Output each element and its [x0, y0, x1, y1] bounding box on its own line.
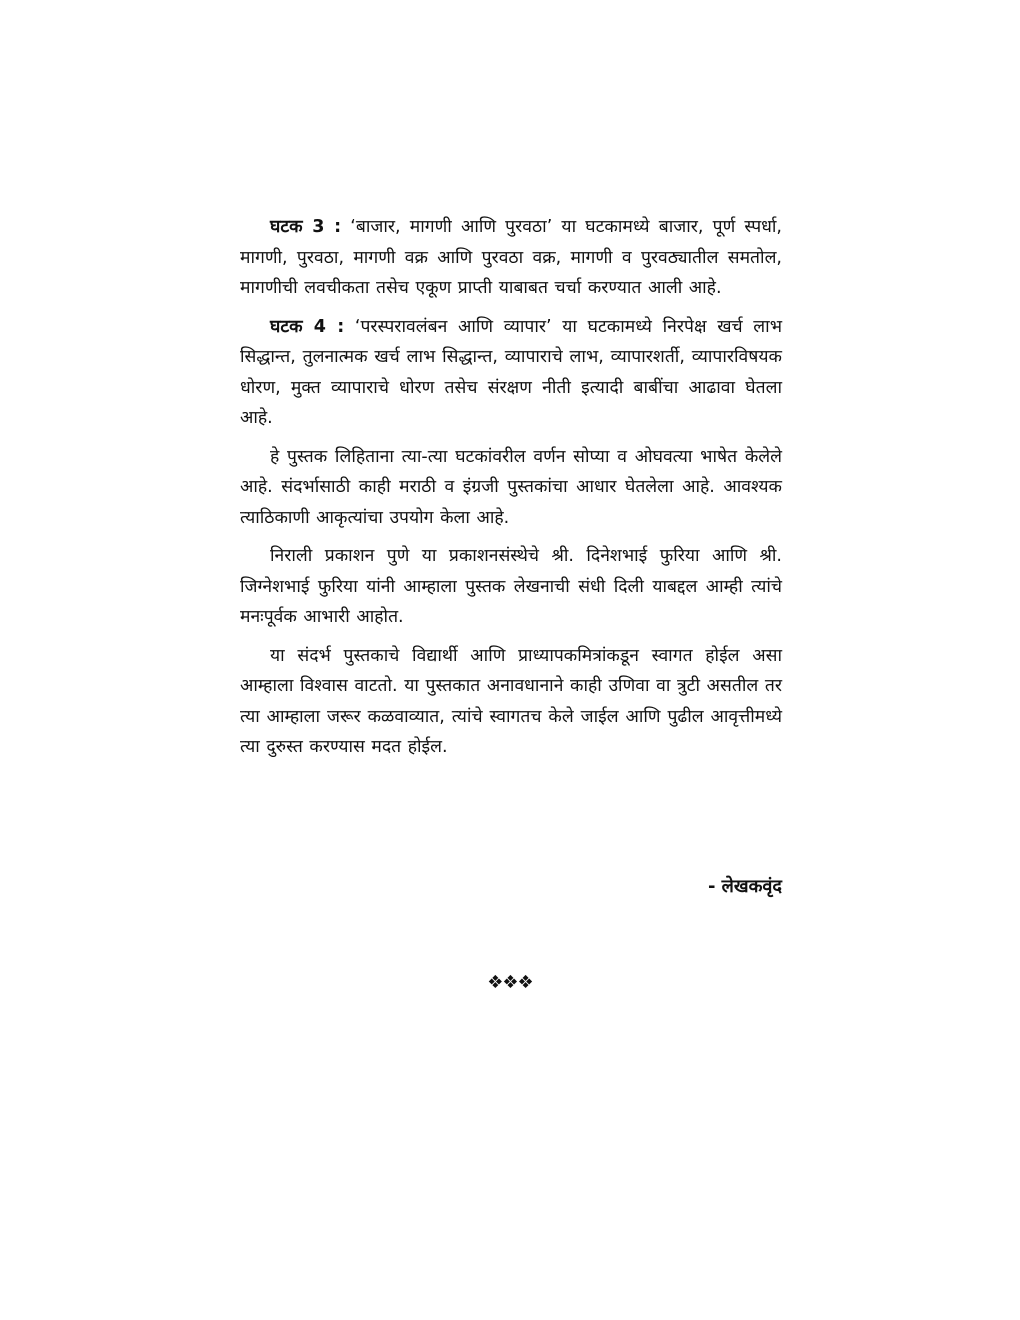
unit-3-text: ‘बाजार, मागणी आणि पुरवठा’ या घटकामध्ये बाजार, पूर्ण स्पर्धा, मागणी, पुरवठा, मागणी वक्र आणि पुरवठा वक्र, मागणी व पुरवठ्यातील समतोल, मागणीची लवचीकता तसेच एकूण प्राप्ती याबाबत चर्चा करण्यात आली आहे.: [240, 217, 782, 298]
unit-3-label: घटक 3 :: [270, 217, 342, 237]
preface-body: [240, 212, 782, 771]
authors-signature: - लेखकवृंद: [707, 876, 782, 897]
paragraph-unit-4: [240, 312, 782, 434]
paragraph-acknowledgement: निराली प्रकाशन पुणे या प्रकाशनसंस्थेचे श्री. दिनेशभाई फुरिया आणि श्री. जिग्नेशभाई फुरिया यांनी आम्हाला पुस्तक लेखनाची संधी दिली याबद्दल आम्ही त्यांचे मनःपूर्वक आभारी आहोत.: [240, 546, 782, 627]
paragraph-feedback: या संदर्भ पुस्तकाचे विद्यार्थी आणि प्राध्यापकमित्रांकडून स्वागत होईल असा आम्हाला विश्वास वाटतो. या पुस्तकात अनावधानाने काही उणिवा वा त्रुटी असतील तर त्या आम्हाला जरूर कळवाव्यात, त्यांचे स्वागतच केले जाईल आणि पुढील आवृत्तीमध्ये त्या दुरुस्त करण्यास मदत होईल.: [240, 645, 782, 757]
unit-4-label: घटक 4 :: [270, 316, 345, 337]
paragraph-writing-style: हे पुस्तक लिहिताना त्या-त्या घटकांवरील वर्णन सोप्या व ओघवत्या भाषेत केलेले आहे. संदर्भासाठी काही मराठी व इंग्रजी पुस्तकांचा आधार घेतलेला आहे. आवश्यक त्याठिकाणी आकृत्यांचा उपयोग केला आहे.: [240, 446, 782, 528]
paragraph-unit-3: [240, 212, 782, 304]
end-ornament: ❖❖❖: [487, 972, 533, 993]
unit-4-text: ‘परस्परावलंबन आणि व्यापार’ या घटकामध्ये निरपेक्ष खर्च लाभ सिद्धान्त, तुलनात्मक खर्च लाभ सिद्धान्त, व्यापाराचे लाभ, व्यापारशर्ती, व्यापारविषयक धोरण, मुक्त व्यापाराचे धोरण तसेच संरक्षण नीती इत्यादी बाबींचा आढावा घेतला आहे.: [240, 316, 782, 428]
